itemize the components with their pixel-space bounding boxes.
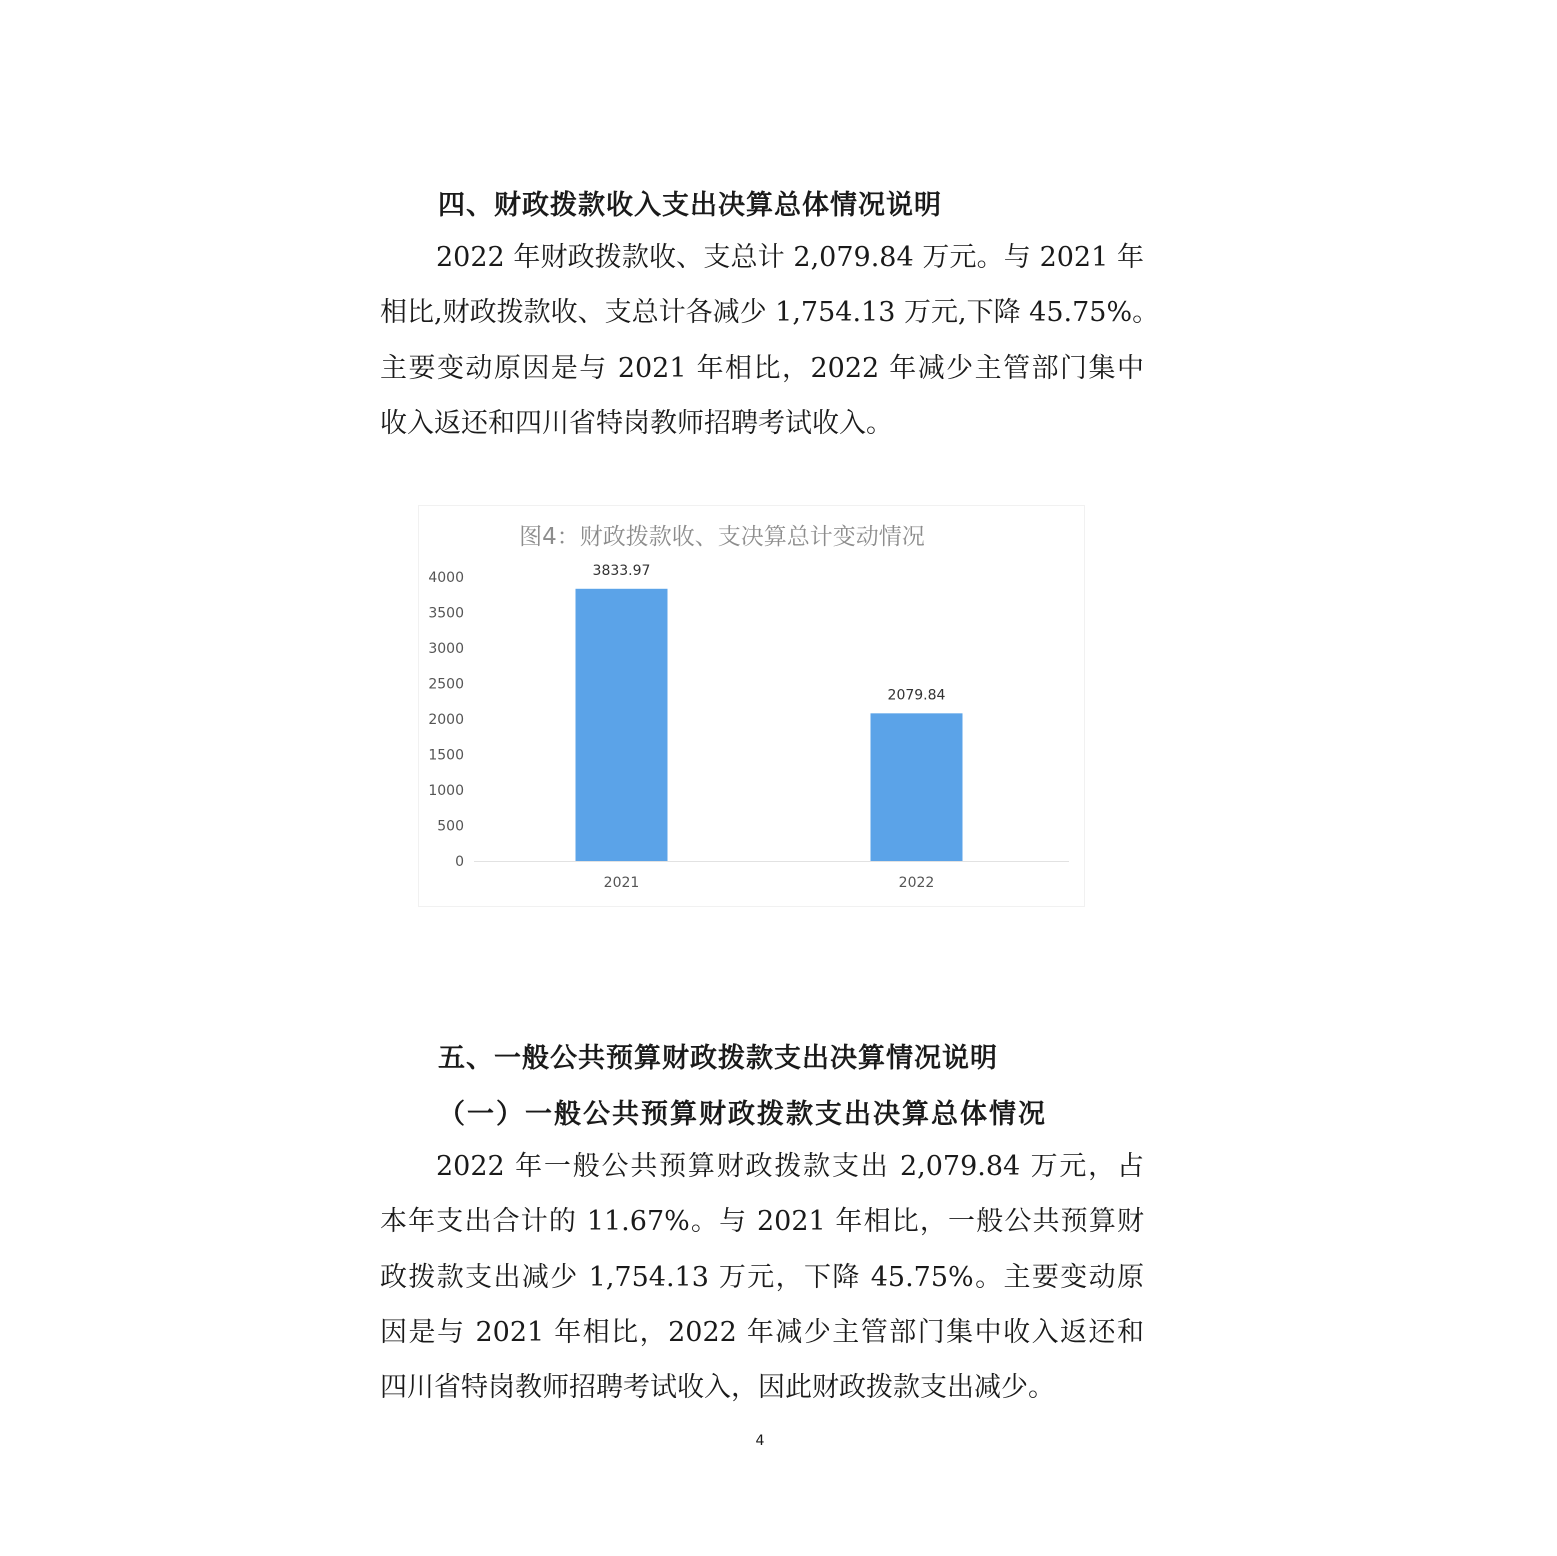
y-tick-label: 0 xyxy=(455,854,464,870)
data-label: 3833.97 xyxy=(592,562,651,579)
y-tick-label: 2000 xyxy=(428,712,464,728)
page-number: 4 xyxy=(755,1433,765,1449)
y-tick-label: 500 xyxy=(437,818,464,835)
paragraph-line: 2022 年一般公共预算财政拨款支出 2,079.84 万元，占 xyxy=(436,1151,1144,1182)
y-tick-label: 1000 xyxy=(428,783,464,799)
section-5-heading: 五、一般公共预算财政拨款支出决算情况说明 xyxy=(438,1043,998,1074)
chart-canvas xyxy=(419,506,1084,906)
bar xyxy=(871,713,963,861)
paragraph-line: 主要变动原因是与 2021 年相比，2022 年减少主管部门集中 xyxy=(380,353,1144,384)
y-tick-label: 3500 xyxy=(428,605,464,622)
chart-title: 图4：财政拨款收、支决算总计变动情况 xyxy=(519,524,925,550)
y-tick-label: 4000 xyxy=(428,570,464,586)
bar xyxy=(576,589,668,861)
y-tick-label: 2500 xyxy=(428,676,464,693)
section-4-heading: 四、财政拨款收入支出决算总体情况说明 xyxy=(438,190,942,221)
paragraph-line: 因是与 2021 年相比，2022 年减少主管部门集中收入返还和 xyxy=(380,1317,1144,1348)
bars xyxy=(576,563,963,861)
x-axis xyxy=(474,862,1069,892)
paragraph-line: 相比,财政拨款收、支总计各减少 1,754.13 万元,下降 45.75%。 xyxy=(380,297,1160,328)
paragraph-line: 政拨款支出减少 1,754.13 万元，下降 45.75%。主要变动原 xyxy=(380,1262,1144,1293)
paragraph-line: 2022 年财政拨款收、支总计 2,079.84 万元。与 2021 年 xyxy=(436,242,1144,273)
y-tick-label: 1500 xyxy=(428,747,464,764)
section-5-subheading: （一）一般公共预算财政拨款支出决算总体情况 xyxy=(438,1099,1047,1130)
paragraph-line: 本年支出合计的 11.67%。与 2021 年相比，一般公共预算财 xyxy=(380,1206,1144,1237)
x-tick-label: 2022 xyxy=(898,875,935,891)
x-tick-label: 2021 xyxy=(603,875,640,891)
y-tick-label: 3000 xyxy=(428,641,464,657)
paragraph-line: 四川省特岗教师招聘考试收入，因此财政拨款支出减少。 xyxy=(380,1372,1055,1403)
data-label: 2079.84 xyxy=(887,687,946,704)
y-axis xyxy=(428,570,464,870)
paragraph-line: 收入返还和四川省特岗教师招聘考试收入。 xyxy=(380,408,893,439)
bar-chart xyxy=(418,505,1085,907)
